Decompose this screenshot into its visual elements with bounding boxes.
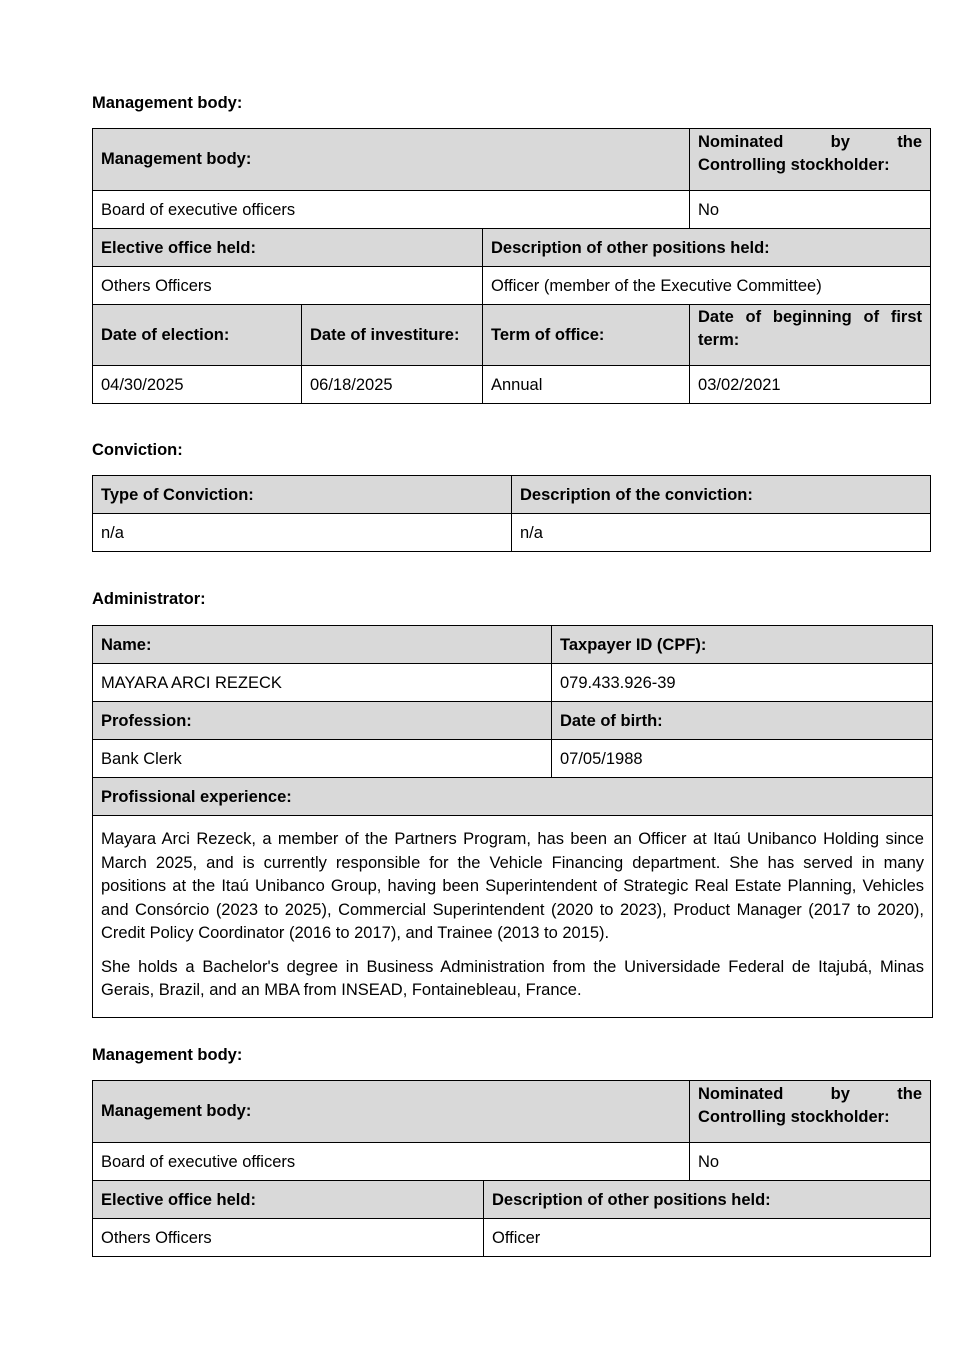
other-positions-label-2: Description of other positions held:: [484, 1181, 931, 1219]
date-investiture-label: Date of investiture:: [302, 305, 483, 366]
nominated-label: [690, 129, 931, 191]
nominated-value: No: [690, 191, 931, 229]
birth-value: 07/05/1988: [552, 740, 933, 778]
experience-paragraph-2: She holds a Bachelor's degree in Business Administration from the Universidade Federal de Itajubá, Minas Gerais, Brazil, and an MBA from INSEAD, Fontainebleau, France.: [101, 957, 924, 999]
term-office-value: Annual: [483, 366, 690, 404]
profession-value: Bank Clerk: [93, 740, 552, 778]
date-election-value: 04/30/2025: [93, 366, 302, 404]
date-election-label: Date of election:: [93, 305, 302, 366]
name-label: Name:: [93, 626, 552, 664]
section-heading-administrator: Administrator:: [92, 590, 206, 608]
section-heading-management-body: Management body:: [92, 94, 243, 112]
experience-label: Profissional experience:: [93, 778, 933, 816]
other-positions-value-2: Officer: [484, 1219, 931, 1257]
profession-label: Profession:: [93, 702, 552, 740]
section-heading-conviction: Conviction:: [92, 441, 183, 459]
nominated-label-line2: Controlling stockholder:: [698, 156, 890, 174]
nominated-label-2: [690, 1081, 931, 1143]
taxpayer-label: Taxpayer ID (CPF):: [552, 626, 933, 664]
date-beginning-label-line1: Date of beginning of first: [698, 308, 923, 326]
elective-office-label: Elective office held:: [93, 229, 483, 267]
date-investiture-value: 06/18/2025: [302, 366, 483, 404]
other-positions-value: Officer (member of the Executive Committee): [483, 267, 931, 305]
conviction-description-value: n/a: [512, 514, 931, 552]
conviction-table: [92, 475, 931, 552]
management-body-label: Management body:: [93, 129, 690, 191]
elective-office-value-2: Others Officers: [93, 1219, 484, 1257]
management-body-value: Board of executive officers: [93, 191, 690, 229]
conviction-type-label: Type of Conviction:: [93, 476, 512, 514]
elective-office-label-2: Elective office held:: [93, 1181, 484, 1219]
term-office-label: Term of office:: [483, 305, 690, 366]
administrator-table: [92, 625, 933, 1018]
date-beginning-value: 03/02/2021: [690, 366, 931, 404]
nominated-value-2: No: [690, 1143, 931, 1181]
management-body-label-2: Management body:: [93, 1081, 690, 1143]
conviction-type-value: n/a: [93, 514, 512, 552]
nominated-label-2-line1: Nominated by the: [698, 1085, 923, 1103]
experience-paragraph-1: Mayara Arci Rezeck, a member of the Partners Program, has been an Officer at Itaú Unibanco Holding since March 2025, and is currently responsible for the Vehicle Financing department. She has served in many positions at the Itaú Unibanco Group, having been Superintendent of Strategic Real Estate Planning, Vehicles and Consórcio (2023 to 2025), Commercial Superintendent (2020 to 2023), Product Manager (2017 to 2020), Credit Policy Coordinator (2016 to 2017), and Trainee (2013 to 2015).: [101, 830, 924, 942]
date-beginning-label: [690, 305, 931, 366]
nominated-label-2-line2: Controlling stockholder:: [698, 1108, 890, 1126]
other-positions-label: Description of other positions held:: [483, 229, 931, 267]
name-value: MAYARA ARCI REZECK: [93, 664, 552, 702]
section-heading-management-body-2: Management body:: [92, 1046, 243, 1064]
date-beginning-label-line2: term:: [698, 331, 740, 349]
nominated-label-line1: Nominated by the: [698, 133, 923, 151]
management-body-table-2: [92, 1080, 931, 1257]
birth-label: Date of birth:: [552, 702, 933, 740]
management-body-value-2: Board of executive officers: [93, 1143, 690, 1181]
experience-text: [93, 816, 933, 1018]
conviction-description-label: Description of the conviction:: [512, 476, 931, 514]
elective-office-value: Others Officers: [93, 267, 483, 305]
management-body-table: [92, 128, 931, 404]
taxpayer-value: 079.433.926-39: [552, 664, 933, 702]
